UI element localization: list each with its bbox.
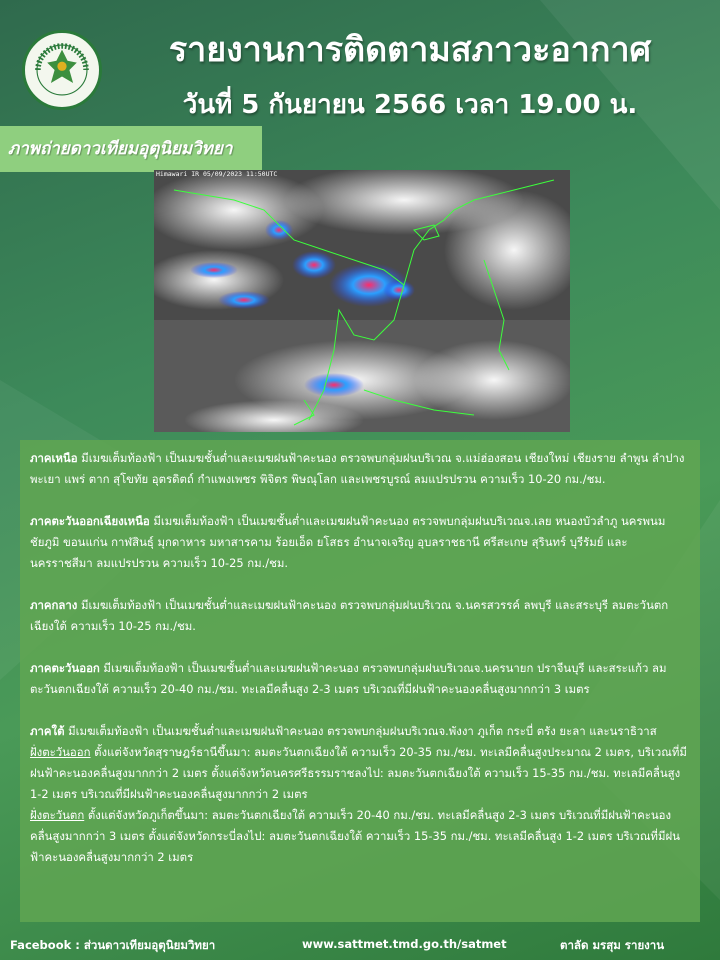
region-name: ภาคเหนือ: [30, 451, 78, 465]
region-name: ภาคใต้: [30, 724, 65, 738]
region-name: ภาคกลาง: [30, 598, 78, 612]
section-banner: ภาพถ่ายดาวเทียมอุตุนิยมวิทยา: [0, 126, 262, 172]
tmd-emblem-icon: [25, 33, 99, 107]
website-link[interactable]: www.sattmet.tmd.go.th/satmet: [302, 937, 507, 951]
region-report-north: [30, 448, 690, 490]
reporter-credit: ตาลัด มรสุม รายงาน: [560, 938, 665, 952]
region-text: มีเมฆเต็มท้องฟ้า เป็นเมฆชั้นต่ำและเมฆฝนฟ้าคะนอง ตรวจพบกลุ่มฝนบริเวณจ.พังงา ภูเก็ต กระบี่ ตรัง ยะลา และนราธิวาส: [64, 724, 657, 738]
west-coast-text: ตั้งแต่จังหวัดภูเก็ตขึ้นมา: ลมตะวันตกเฉียงใต้ ความเร็ว 20-40 กม./ชม. ทะเลมีคลื่นสูง 2-3 เมตร บริเวณที่มีฝนฟ้าคะนองคลื่นสูงมากกว่า 3 เมตร ตั้งแต่จังหวัดกระบี่ลงไป: ลมตะวันตกเฉียงใต้ ความเร็ว 15-35 กม./ชม. ทะเลมีคลื่นสูง 1-2 เมตร บริเวณที่มีฝนฟ้าคะนองคลื่นสูงมากกว่า 2 เมตร: [30, 808, 680, 864]
region-text: มีเมฆเต็มท้องฟ้า เป็นเมฆชั้นต่ำและเมฆฝนฟ้าคะนอง ตรวจพบกลุ่มฝนบริเวณจ.เลย หนองบัวลำภู นครพนม ชัยภูมิ ขอนแก่น กาฬสินธุ์ มุกดาหาร มหาสารคาม ร้อยเอ็ด ยโสธร อำนาจเจริญ อุบลราชธานี ศรีสะเกษ สุรินทร์ บุรีรัมย์ และนครราชสีมา ลมแปรปรวน ความเร็ว 10-25 กม./ชม.: [30, 514, 666, 570]
region-name: ภาคตะวันออก: [30, 661, 100, 675]
region-report-south: [30, 721, 690, 868]
satellite-image: [154, 170, 570, 432]
east-coast-label: ฝั่งตะวันออก: [30, 745, 91, 759]
region-name: ภาคตะวันออกเฉียงเหนือ: [30, 514, 150, 528]
region-report-east: [30, 658, 690, 700]
region-text: มีเมฆเต็มท้องฟ้า เป็นเมฆชั้นต่ำและเมฆฝนฟ้าคะนอง ตรวจพบกลุ่มฝนบริเวณจ.นครนายก ปราจีนบุรี และสระแก้ว ลมตะวันตกเฉียงใต้ ความเร็ว 20-40 กม./ชม. ทะเลมีคลื่นสูง 2-3 เมตร บริเวณที่มีฝนฟ้าคะนองคลื่นสูงมากกว่า 3 เมตร: [30, 661, 667, 696]
region-report-central: [30, 595, 690, 637]
facebook-link[interactable]: Facebook : ส่วนดาวเทียมอุตุนิยมวิทยา: [10, 938, 216, 952]
page-title: รายงานการติดตามสภาวะอากาศ: [168, 30, 652, 70]
satellite-timestamp: Himawari IR 05/09/2023 11:50UTC: [156, 170, 278, 178]
footer: [0, 932, 720, 960]
weather-report-panel: [20, 440, 700, 922]
report-date: วันที่ 5 กันยายน 2566 เวลา 19.00 น.: [182, 90, 638, 120]
region-text: มีเมฆเต็มท้องฟ้า เป็นเมฆชั้นต่ำและเมฆฝนฟ้าคะนอง ตรวจพบกลุ่มฝนบริเวณ จ.แม่ฮ่องสอน เชียงใหม่ เชียงราย ลำพูน ลำปาง พะเยา แพร่ ตาก สุโขทัย อุตรดิตถ์ กำแพงเพชร พิจิตร พิษณุโลก และเพชรบูรณ์ ลมแปรปรวน ความเร็ว 10-20 กม./ชม.: [30, 451, 685, 486]
east-coast-text: ตั้งแต่จังหวัดสุราษฎร์ธานีขึ้นมา: ลมตะวันตกเฉียงใต้ ความเร็ว 20-35 กม./ชม. ทะเลมีคลื่นสูงประมาณ 2 เมตร, บริเวณที่มีฝนฟ้าคะนองคลื่นสูงมากกว่า 2 เมตร ตั้งแต่จังหวัดนครศรีธรรมราชลงไป: ลมตะวันตกเฉียงใต้ ความเร็ว 15-35 กม./ชม. ทะเลมีคลื่นสูง 1-2 เมตร บริเวณที่มีฝนฟ้าคะนองคลื่นสูงมากกว่า 2 เมตร: [30, 745, 687, 801]
region-report-northeast: [30, 511, 690, 574]
west-coast-label: ฝั่งตะวันตก: [30, 808, 85, 822]
region-text: มีเมฆเต็มท้องฟ้า เป็นเมฆชั้นต่ำและเมฆฝนฟ้าคะนอง ตรวจพบกลุ่มฝนบริเวณ จ.นครสวรรค์ ลพบุรี และสระบุรี ลมตะวันตกเฉียงใต้ ความเร็ว 10-25 กม./ชม.: [30, 598, 669, 633]
tmd-logo: [22, 30, 102, 110]
satellite-map-icon: [154, 170, 570, 432]
